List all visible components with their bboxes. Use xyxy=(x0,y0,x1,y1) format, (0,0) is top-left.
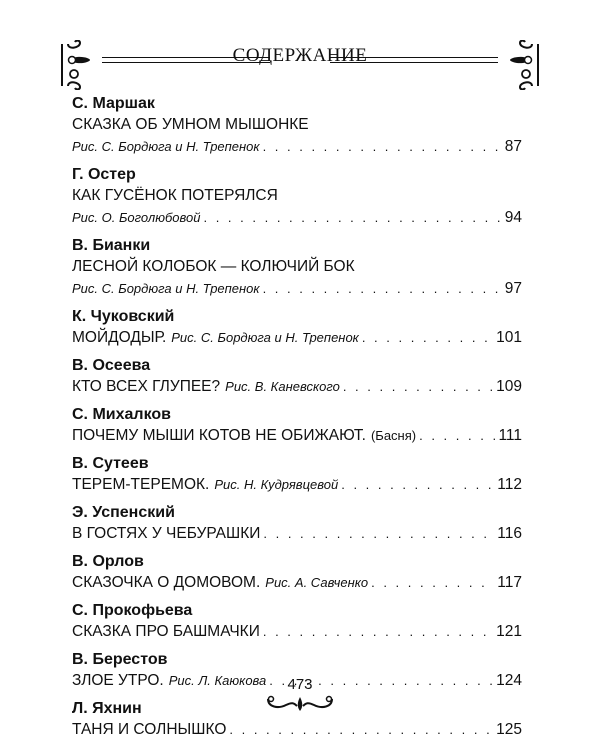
toc-page-number[interactable]: 109 xyxy=(496,378,522,395)
toc-author: С. Маршак xyxy=(72,95,155,112)
toc-leader-dots xyxy=(263,621,493,643)
toc-genre: (Басня) xyxy=(370,428,417,443)
toc-leader-dots xyxy=(343,376,493,398)
toc-story-title: КАК ГУСЁНОК ПОТЕРЯЛСЯ xyxy=(72,187,278,204)
toc-leader-dots xyxy=(419,425,495,447)
toc-author: В. Сутеев xyxy=(72,455,149,472)
toc-leader-dots xyxy=(362,327,493,349)
toc-leader-dots xyxy=(341,474,494,496)
toc-author: В. Берестов xyxy=(72,651,168,668)
header-rule-right xyxy=(330,57,498,63)
toc-leader-dots xyxy=(263,278,502,300)
toc-entry xyxy=(72,93,522,158)
toc-story-title: ТАНЯ И СОЛНЫШКО xyxy=(72,721,227,738)
toc-story-title: СКАЗКА ПРО БАШМАЧКИ xyxy=(72,623,260,640)
toc-page-number[interactable]: 117 xyxy=(497,574,522,591)
toc-story-title: КТО ВСЕХ ГЛУПЕЕ? xyxy=(72,378,221,395)
toc-story-title: МОЙДОДЫР. xyxy=(72,329,167,346)
toc-entry xyxy=(72,306,522,349)
toc-illustrator: Рис. С. Бордюга и Н. Трепенок xyxy=(72,281,260,296)
toc-entry xyxy=(72,453,522,496)
toc-author: Л. Яхнин xyxy=(72,700,142,717)
toc-author: Э. Успенский xyxy=(72,504,175,521)
toc-author: Г. Остер xyxy=(72,166,136,183)
toc-illustrator: Рис. О. Боголюбовой xyxy=(72,210,201,225)
toc-story-title: СКАЗОЧКА О ДОМОВОМ. xyxy=(72,574,261,591)
toc-entry xyxy=(72,235,522,300)
toc-page-number[interactable]: 125 xyxy=(496,721,522,738)
toc-page-number[interactable]: 116 xyxy=(497,525,522,542)
toc-story-title: ТЕРЕМ-ТЕРЕМОК. xyxy=(72,476,210,493)
toc-page-number[interactable]: 94 xyxy=(504,209,522,226)
toc-author: В. Осеева xyxy=(72,357,151,374)
page-title: СОДЕРЖАНИЕ xyxy=(232,45,368,66)
toc-illustrator: Рис. С. Бордюга и Н. Трепенок xyxy=(171,330,359,345)
toc-entry xyxy=(72,355,522,398)
toc-illustrator: Рис. В. Каневского xyxy=(225,379,340,394)
scroll-ornament-icon xyxy=(506,40,542,90)
toc-entry xyxy=(72,600,522,643)
toc-page-number[interactable]: 97 xyxy=(504,280,522,297)
toc-story-title: В ГОСТЯХ У ЧЕБУРАШКИ xyxy=(72,525,261,542)
toc-page-number[interactable]: 121 xyxy=(496,623,522,640)
toc-author: С. Прокофьева xyxy=(72,602,193,619)
toc-illustrator: Рис. Л. Каюкова xyxy=(168,673,267,688)
toc-page-number[interactable]: 101 xyxy=(496,329,522,346)
toc-entry xyxy=(72,551,522,594)
toc-author: В. Бианки xyxy=(72,237,151,254)
toc-entry xyxy=(72,164,522,229)
toc-story-title: СКАЗКА ОБ УМНОМ МЫШОНКЕ xyxy=(72,116,309,133)
toc-entry xyxy=(72,404,522,447)
toc-page-number[interactable]: 124 xyxy=(496,672,522,689)
toc-author: В. Орлов xyxy=(72,553,144,570)
toc-header xyxy=(58,40,542,90)
toc-author: К. Чуковский xyxy=(72,308,175,325)
toc-illustrator: Рис. С. Бордюга и Н. Трепенок xyxy=(72,139,260,154)
toc-illustrator: Рис. А. Савченко xyxy=(265,575,369,590)
toc-leader-dots xyxy=(263,136,502,158)
toc-leader-dots xyxy=(371,572,494,594)
toc-leader-dots xyxy=(263,523,494,545)
toc-author: С. Михалков xyxy=(72,406,171,423)
toc-story-title: ЛЕСНОЙ КОЛОБОК — КОЛЮЧИЙ БОК xyxy=(72,258,355,275)
toc-leader-dots xyxy=(229,719,493,741)
toc-leader-dots xyxy=(203,207,501,229)
toc-story-title: ПОЧЕМУ МЫШИ КОТОВ НЕ ОБИЖАЮТ. xyxy=(72,427,366,444)
toc-story-title: ЗЛОЕ УТРО. xyxy=(72,672,164,689)
toc-page-number[interactable]: 87 xyxy=(504,138,522,155)
toc-page-number[interactable]: 111 xyxy=(498,427,522,444)
page-footer xyxy=(0,676,600,713)
table-of-contents xyxy=(72,93,522,747)
toc-illustrator: Рис. Н. Кудрявцевой xyxy=(214,477,339,492)
footer-ornament-icon xyxy=(264,693,336,713)
page-number: 473 xyxy=(287,676,313,693)
toc-entry xyxy=(72,502,522,545)
toc-page-number[interactable]: 112 xyxy=(497,476,522,493)
